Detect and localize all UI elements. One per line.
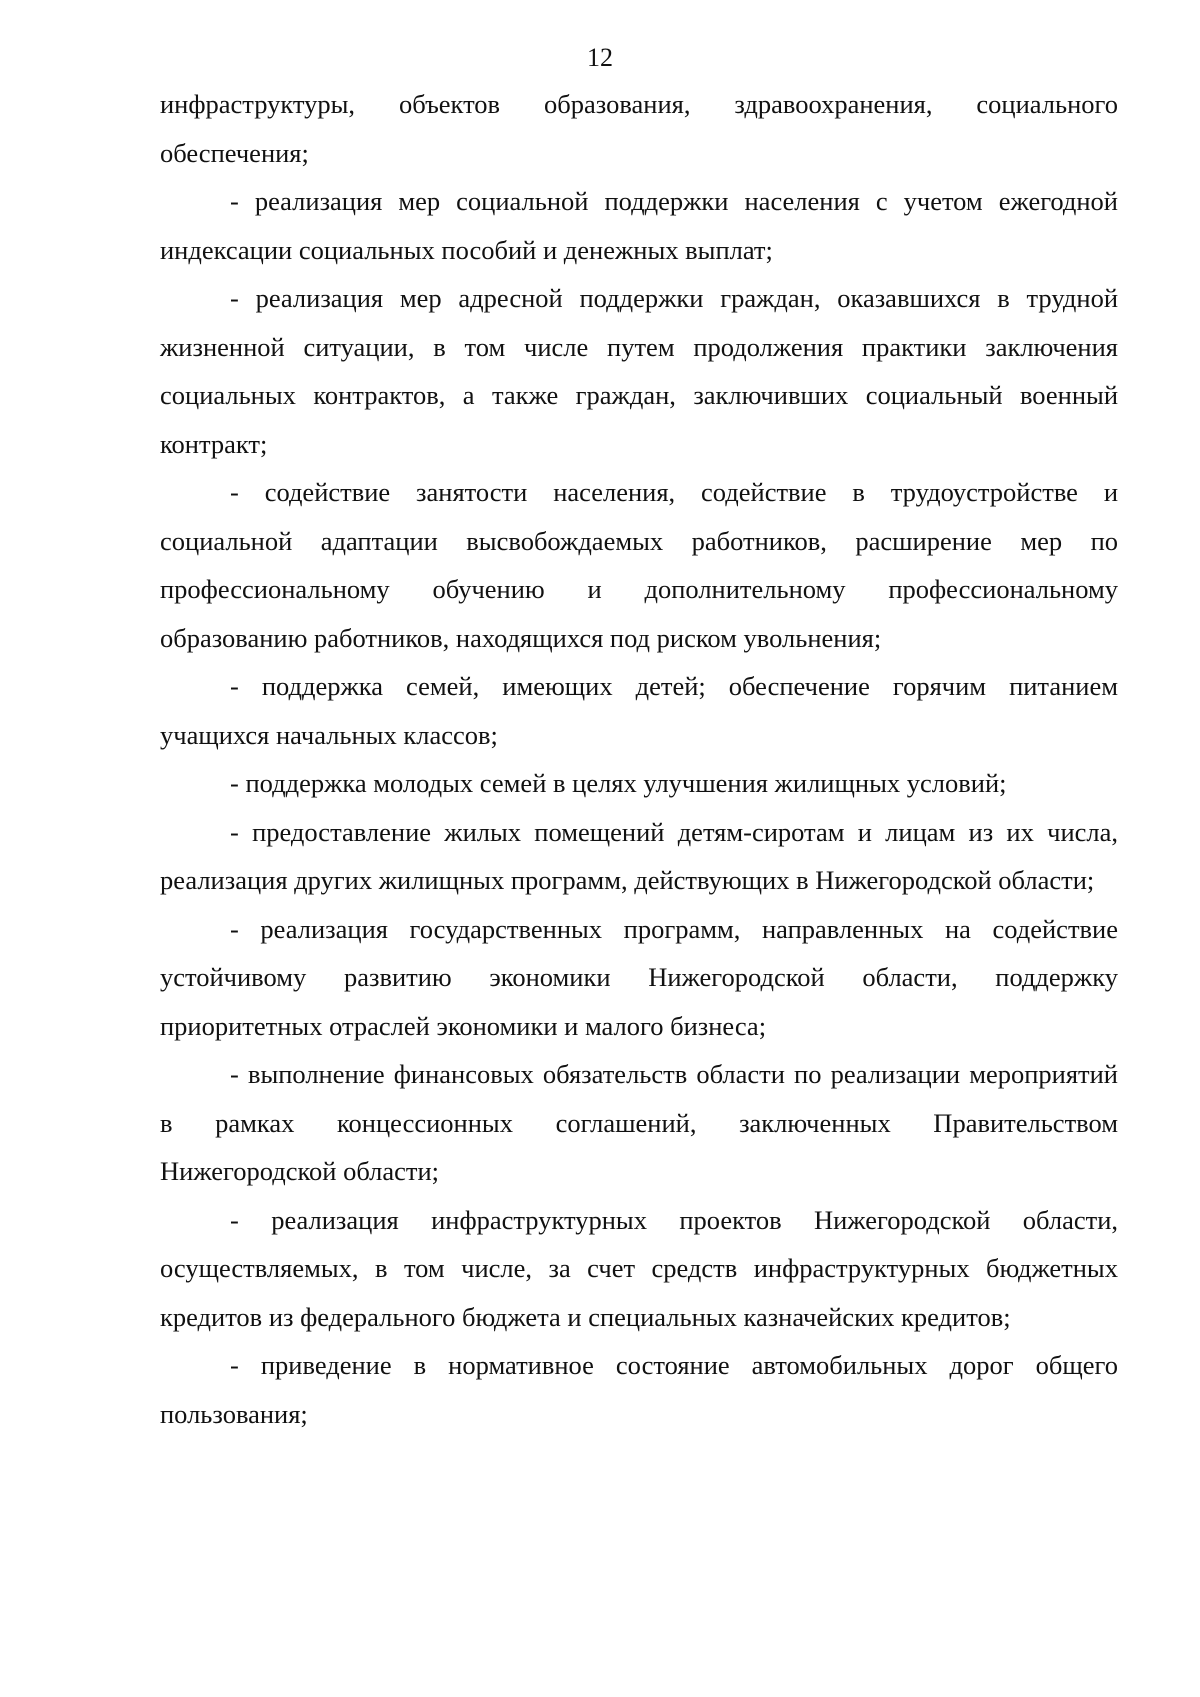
paragraph-state-programs: - реализация государственных программ, направленных на содействие устойчивому развитию экономики Нижегородской области, поддержку приоритетных отраслей экономики и малого бизнеса; xyxy=(160,913,1118,1041)
page-number: 12 xyxy=(587,43,613,72)
paragraph-family-support: - поддержка семей, имеющих детей; обеспечение горячим питанием учащихся начальных классов; xyxy=(160,671,1118,750)
paragraph-orphan-housing: - предоставление жилых помещений детям-сиротам и лицам из их числа, реализация других жилищных программ, действующих в Нижегородской области; xyxy=(160,816,1118,895)
paragraph-social-support: - реализация мер социальной поддержки населения с учетом ежегодной индексации социальных пособий и денежных выплат; xyxy=(160,186,1118,265)
paragraph-targeted-support: - реализация мер адресной поддержки граждан, оказавшихся в трудной жизненной ситуации, в том числе путем продолжения практики заключения социальных контрактов, а также граждан, заключивших социальный военный контракт; xyxy=(160,283,1118,459)
paragraph-roads: - приведение в нормативное состояние автомобильных дорог общего пользования; xyxy=(160,1350,1118,1429)
paragraph-continuation: инфраструктуры, объектов образования, здравоохранения, социального обеспечения; xyxy=(160,89,1118,168)
paragraph-infrastructure-projects: - реализация инфраструктурных проектов Нижегородской области, осуществляемых, в том числе, за счет средств инфраструктурных бюджетных кредитов из федерального бюджета и специальных казначейских кредитов; xyxy=(160,1204,1118,1332)
paragraph-young-families: - поддержка молодых семей в целях улучшения жилищных условий; xyxy=(230,768,1007,798)
document-body xyxy=(160,80,1118,1438)
paragraph-employment: - содействие занятости населения, содействие в трудоустройстве и социальной адаптации высвобождаемых работников, расширение мер по профессиональному обучению и дополнительному профессиональному образованию работников, находящихся под риском увольнения; xyxy=(160,477,1118,653)
paragraph-concession-obligations: - выполнение финансовых обязательств области по реализации мероприятий в рамках концессионных соглашений, заключенных Правительством Нижегородской области; xyxy=(160,1059,1118,1186)
